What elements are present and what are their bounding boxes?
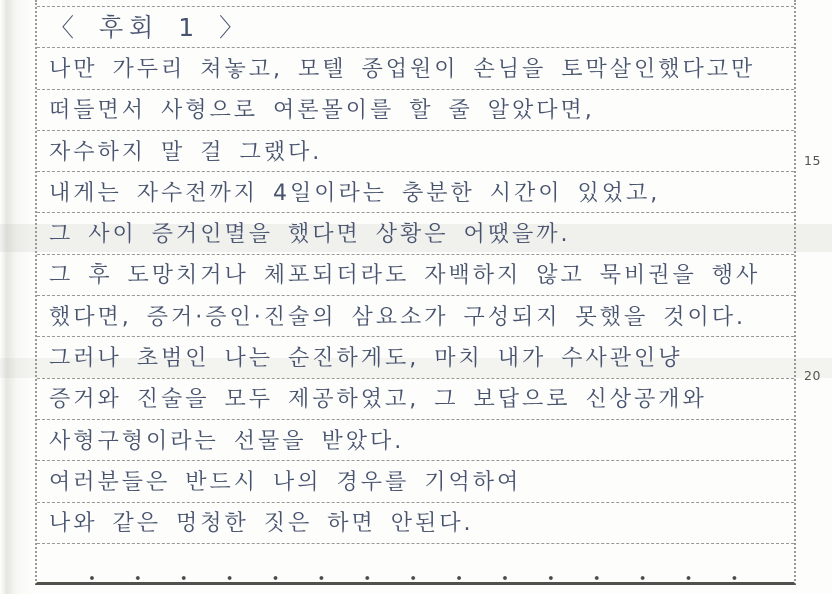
ruled-row (37, 213, 794, 254)
handwritten-text: 그 사이 증거인멸을 했다면 상황은 어땠을까. (49, 222, 571, 248)
ruled-row (37, 48, 794, 89)
handwritten-text: 자수하지 말 걸 그랬다. (49, 139, 323, 165)
handwritten-text: 그러나 초범인 나는 순진하게도, 마치 내가 수사관인냥 (49, 346, 683, 372)
handwritten-text: 사형구형이라는 선물을 받았다. (49, 428, 405, 454)
dotted-guide-row (37, 544, 794, 585)
ruled-letter-sheet (35, 0, 796, 585)
ruled-row (37, 131, 794, 172)
ruled-row (37, 296, 794, 337)
handwritten-text: 했다면, 증거·증인·진술의 삼요소가 구성되지 못했을 것이다. (49, 304, 746, 330)
ruled-row-title (37, 7, 794, 48)
handwritten-text: 여러분들은 반드시 나의 경우를 기억하여 (49, 469, 522, 495)
handwritten-text: 나와 같은 멍청한 짓은 하면 안된다. (49, 511, 474, 537)
ruled-row (37, 503, 794, 544)
margin-line-number-15: 15 (804, 153, 821, 168)
handwritten-text: 그 후 도망치거나 체포되더라도 자백하지 않고 묵비권을 행사 (49, 263, 761, 289)
handwritten-text: 내게는 자수전까지 4일이라는 충분한 시간이 있었고, (49, 180, 661, 206)
top-rule (37, 0, 794, 7)
handwritten-text: 떠들면서 사형으로 여론몰이를 할 줄 알았다면, (49, 98, 595, 124)
guide-dots (61, 574, 767, 582)
paper-edge-shadow (0, 0, 30, 594)
ruled-row (37, 90, 794, 131)
handwritten-text: 증거와 진술을 모두 제공하였고, 그 보답으로 신상공개와 (49, 387, 707, 413)
ruled-row (37, 337, 794, 378)
margin-line-number-20: 20 (804, 368, 821, 383)
ruled-row (37, 255, 794, 296)
ruled-row (37, 172, 794, 213)
ruled-row (37, 420, 794, 461)
ruled-row (37, 461, 794, 502)
title-line: 〈 후회 1 〉 (49, 13, 251, 43)
ruled-row (37, 379, 794, 420)
handwritten-text: 나만 가두리 쳐놓고, 모텔 종업원이 손님을 토막살인했다고만 (49, 56, 756, 82)
